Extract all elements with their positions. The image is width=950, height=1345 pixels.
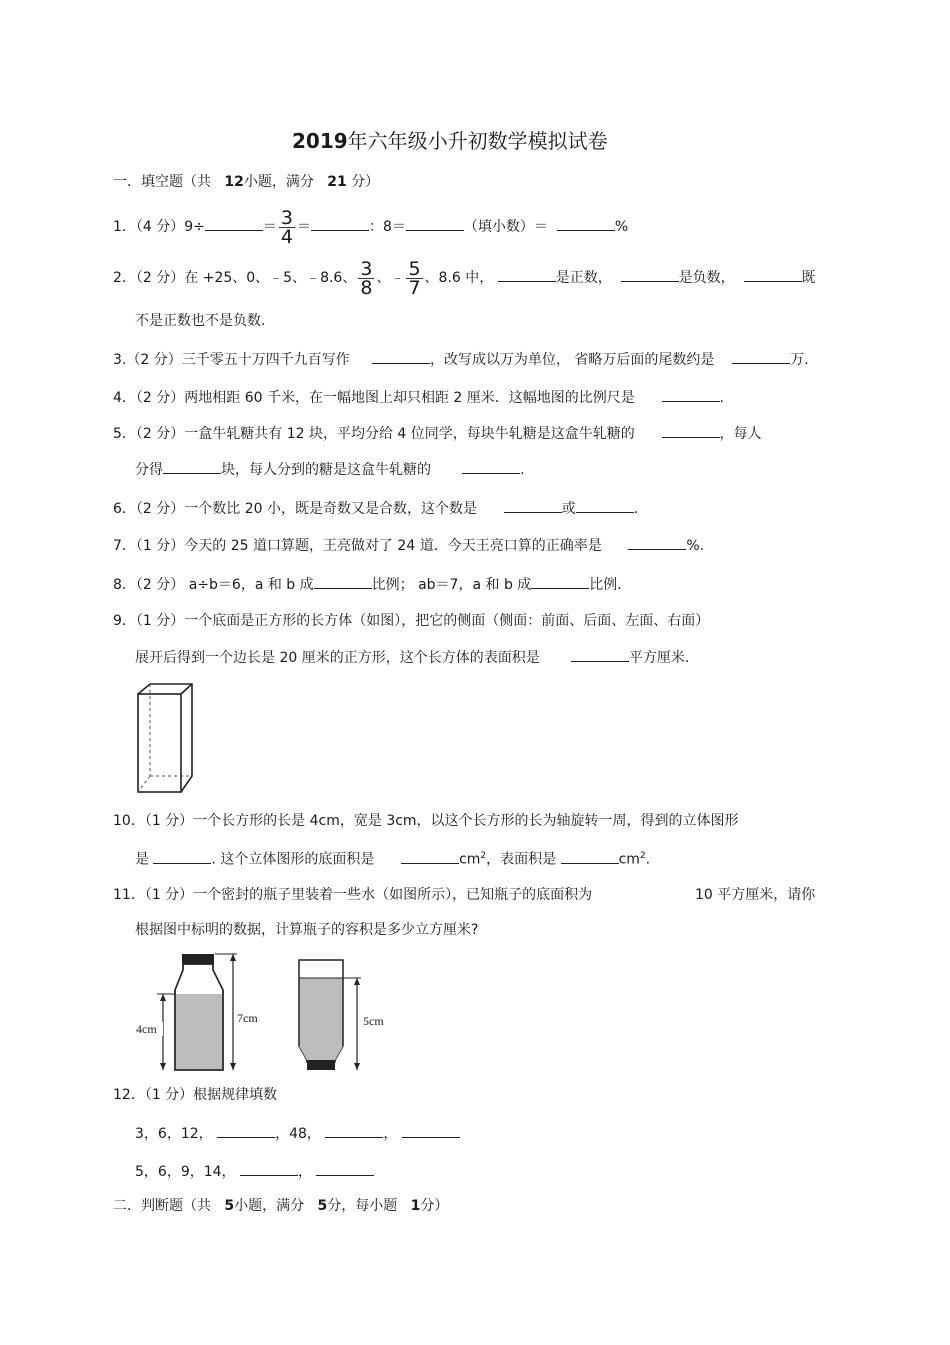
q10-text-c: . 这个立体图形的底面积是 — [211, 851, 375, 868]
fraction — [279, 206, 295, 248]
q12-seq1-mid: ，48， — [275, 1126, 321, 1142]
q9-text-a: 9．（1 分）一个底面是正方形的长方体（如图），把它的侧面（侧面：前面、后面、左面、右面） — [113, 613, 710, 629]
answer-blank[interactable] — [316, 1161, 374, 1176]
question-11-b — [695, 885, 815, 905]
section2-mid: 小题，满分 — [234, 1198, 305, 1214]
question-11 — [113, 885, 592, 905]
q3-text-c: 万. — [790, 352, 809, 368]
q1-colon: ：8＝ — [369, 219, 406, 235]
fraction-numerator: 3 — [360, 257, 373, 280]
fraction-numerator: 3 — [280, 206, 293, 229]
q10-text-a: 10．（1 分）一个长方形的长是 4cm，宽是 3cm，以这个长方形的长为轴旋转一周，得到的立体图形 — [113, 813, 739, 829]
q5-text-e: . — [520, 462, 525, 478]
q10-unit: cm — [618, 851, 640, 868]
answer-blank[interactable] — [576, 498, 634, 513]
question-11-line2 — [135, 920, 478, 940]
answer-blank[interactable] — [561, 849, 619, 864]
q1-text: 1．（4 分）9÷ — [113, 219, 205, 235]
answer-blank[interactable] — [732, 349, 790, 364]
answer-blank[interactable] — [557, 216, 615, 231]
section1-score: 21 — [327, 174, 347, 190]
question-9-line2 — [135, 647, 689, 668]
q2-positive: 是正数， — [555, 270, 612, 286]
q11-text-b: 10 平方厘米，请你 — [695, 887, 816, 903]
answer-blank[interactable] — [372, 349, 430, 364]
answer-blank[interactable] — [628, 535, 686, 550]
q1-eq2: ＝ — [297, 219, 311, 235]
question-4 — [113, 387, 724, 408]
fraction-numerator: 5 — [408, 257, 421, 280]
question-1 — [113, 207, 628, 247]
q1-decimal-hint: （填小数）＝ — [463, 219, 548, 235]
answer-blank[interactable] — [401, 849, 459, 864]
section1-count: 12 — [224, 174, 244, 190]
q12-seq1: 3，6，12， — [135, 1126, 213, 1142]
question-2-line2 — [135, 311, 265, 331]
q5-text-b: ，每人 — [719, 426, 762, 442]
q1-eq: ＝ — [262, 219, 277, 235]
cuboid-figure — [130, 680, 200, 796]
q10-text-d: ，表面积是 — [486, 851, 557, 868]
q6-or: 或 — [561, 501, 576, 517]
answer-blank[interactable] — [662, 387, 720, 402]
q12-text-a: 12．（1 分）根据规律填数 — [113, 1087, 278, 1103]
answer-blank[interactable] — [571, 647, 629, 662]
answer-blank[interactable] — [217, 1123, 275, 1138]
answer-blank[interactable] — [205, 216, 263, 231]
q9-text-c: 平方厘米. — [628, 650, 690, 666]
q2-text-a: 2．（2 分）在 +25、0、﹣5、﹣8.6、 — [113, 270, 357, 286]
q2-text-b: 、8.6 中， — [424, 270, 494, 286]
section2-score: 5 — [317, 1198, 328, 1214]
section2-each: 1 — [410, 1198, 421, 1214]
question-8 — [113, 574, 622, 595]
section2-prefix: 二．判断题（共 — [113, 1198, 211, 1214]
section2-count: 5 — [224, 1198, 235, 1214]
answer-blank[interactable] — [311, 216, 369, 231]
answer-blank[interactable] — [504, 498, 562, 513]
section1-prefix: 一．填空题（共 — [113, 174, 211, 190]
fraction — [406, 257, 422, 299]
section1-mid: 小题，满分 — [243, 174, 314, 190]
answer-blank[interactable] — [744, 267, 802, 282]
answer-blank[interactable] — [402, 1123, 460, 1138]
q8-text-b: 比例； ab＝7，a 和 b 成 — [371, 577, 532, 593]
answer-blank[interactable] — [406, 216, 464, 231]
question-3 — [113, 349, 809, 370]
q2-neither: 既 — [801, 270, 816, 286]
title-year: 2019 — [292, 129, 348, 153]
fraction — [358, 257, 374, 299]
q10-end: . — [645, 851, 651, 868]
q5-text-d: 块，每人分到的糖是这盒牛轧糖的 — [221, 462, 431, 478]
question-10-line2 — [135, 846, 650, 870]
label-4cm: 4cm — [136, 1022, 157, 1036]
q7-text-a: 7．（1 分）今天的 25 道口算题，王亮做对了 24 道．今天王亮口算的正确率是 — [113, 538, 602, 554]
question-2 — [113, 258, 816, 298]
bottle-figure — [133, 950, 393, 1075]
q3-text-a: 3.（2 分）三千零五十万四千九百写作 — [113, 352, 350, 368]
q10-sup: 2 — [480, 851, 487, 861]
q6-text-a: 6．（2 分）一个数比 20 小，既是奇数又是合数，这个数是 — [113, 501, 477, 517]
upright-bottle — [135, 954, 258, 1070]
fraction-denominator: 8 — [360, 276, 373, 299]
question-10 — [113, 811, 739, 831]
question-12-seq1 — [135, 1123, 460, 1144]
question-7 — [113, 535, 704, 556]
q10-unit: cm — [459, 851, 481, 868]
q6-end: . — [633, 501, 639, 517]
answer-blank[interactable] — [314, 574, 372, 589]
q12-seq1-sep: ， — [383, 1126, 398, 1142]
answer-blank[interactable] — [163, 459, 221, 474]
q4-text-b: . — [719, 390, 724, 406]
q5-text-a: 5．（2 分）一盒牛轧糖共有 12 块，平均分给 4 位同学，每块牛轧糖是这盒牛轧糖的 — [113, 426, 635, 442]
q8-text-c: 比例. — [589, 577, 622, 593]
inverted-bottle — [299, 960, 384, 1070]
question-9 — [113, 611, 709, 631]
q11-text-c: 根据图中标明的数据，计算瓶子的容积是多少立方厘米? — [135, 922, 479, 938]
answer-blank[interactable] — [325, 1123, 383, 1138]
q2-text-line2: 不是正数也不是负数. — [135, 313, 266, 329]
section2-mid2: 分，每小题 — [327, 1198, 398, 1214]
label-7cm: 7cm — [237, 1011, 258, 1025]
q2-sep: 、﹣ — [376, 270, 405, 286]
q12-seq2-sep: ， — [298, 1164, 312, 1180]
fraction-denominator: 4 — [280, 225, 293, 248]
answer-blank[interactable] — [462, 459, 520, 474]
question-12-seq2 — [135, 1161, 374, 1182]
question-12 — [113, 1085, 277, 1105]
fraction-denominator: 7 — [408, 276, 421, 299]
answer-blank[interactable] — [153, 849, 211, 864]
section2-suffix: 分） — [420, 1198, 449, 1214]
answer-blank[interactable] — [498, 267, 556, 282]
q3-text-b: ，改写成以万为单位， 省略万后面的尾数约是 — [429, 352, 715, 368]
answer-blank[interactable] — [621, 267, 679, 282]
question-5-line2 — [135, 459, 525, 480]
section1-suffix: 分） — [351, 174, 380, 190]
question-5 — [113, 423, 762, 444]
title-text: 年六年级小升初数学模拟试卷 — [347, 129, 608, 153]
q9-text-b: 展开后得到一个边长是 20 厘米的正方形，这个长方体的表面积是 — [135, 650, 540, 666]
q10-text-b: 是 — [135, 851, 149, 868]
section2-header — [113, 1196, 448, 1216]
q12-seq2: 5，6，9，14， — [135, 1164, 236, 1180]
q11-text-a: 11．（1 分）一个密封的瓶子里装着一些水（如图所示），已知瓶子的底面积为 — [113, 887, 593, 903]
q1-percent: % — [614, 219, 629, 235]
label-5cm: 5cm — [363, 1014, 384, 1028]
page-title — [292, 131, 608, 151]
q2-negative: 是负数， — [678, 270, 735, 286]
answer-blank[interactable] — [662, 423, 720, 438]
answer-blank[interactable] — [531, 574, 589, 589]
q8-text-a: 8．（2 分） a÷b＝6，a 和 b 成 — [113, 577, 314, 593]
section1-header — [113, 172, 379, 192]
answer-blank[interactable] — [240, 1161, 298, 1176]
q10-sup: 2 — [639, 851, 646, 861]
q5-text-c: 分得 — [135, 462, 163, 478]
q4-text-a: 4．（2 分）两地相距 60 千米，在一幅地图上却只相距 2 厘米．这幅地图的比例尺是 — [113, 390, 635, 406]
question-6 — [113, 498, 638, 519]
q7-text-b: %. — [686, 538, 705, 554]
